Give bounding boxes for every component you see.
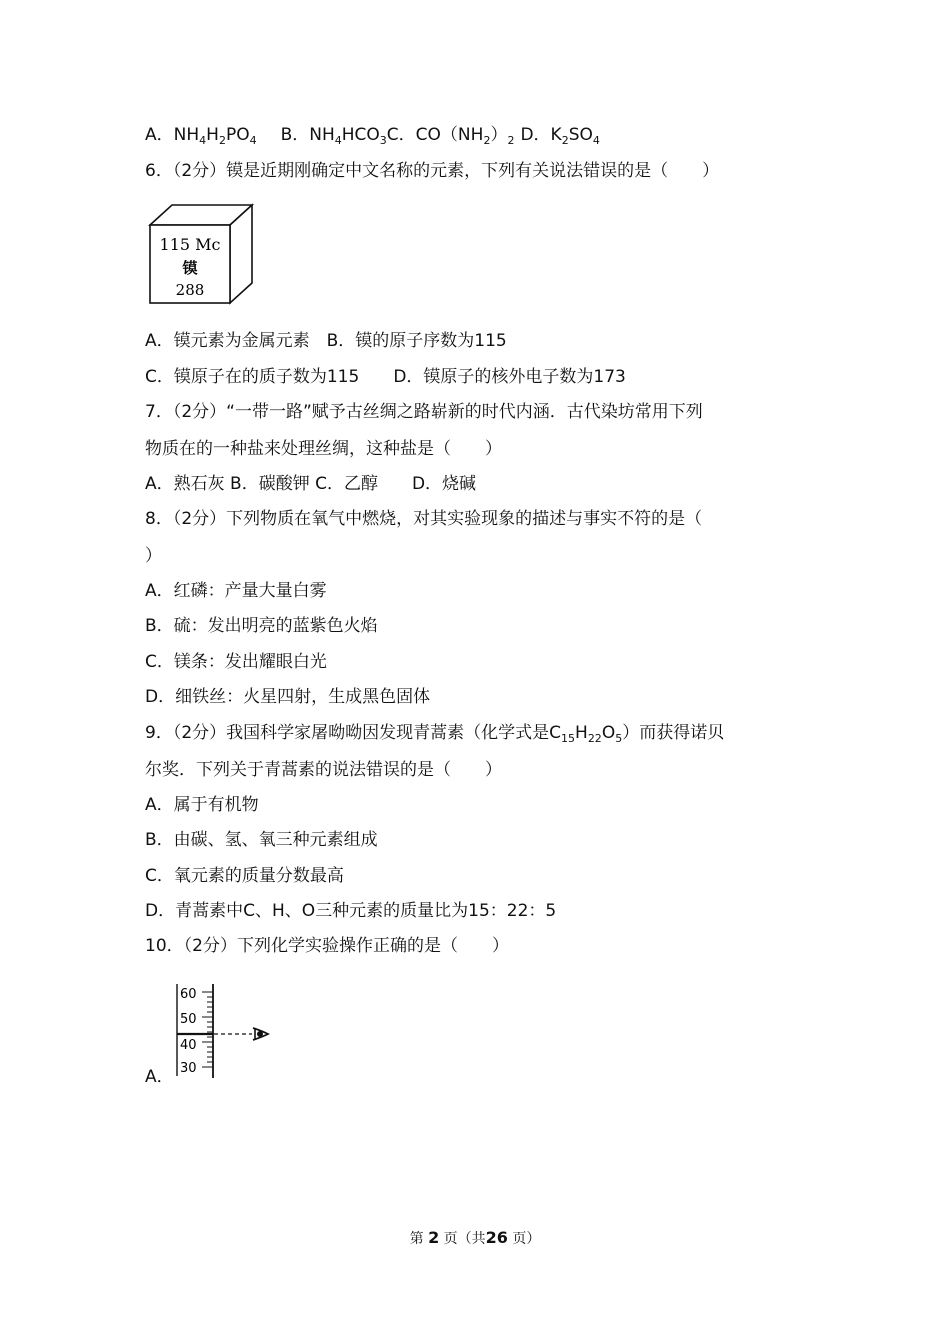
- element-number-symbol: 115 Mc: [159, 235, 221, 254]
- element-mass: 288: [175, 281, 205, 299]
- page-footer: 第 2 页（共26 页）: [409, 1228, 541, 1247]
- q9-option-b: B．由碳、氢、氧三种元素组成: [145, 830, 378, 850]
- q6-options-ab: A．镆元素为金属元素 B．镆的原子序数为115: [145, 331, 507, 351]
- q8-option-b: B．硫：发出明亮的蓝紫色火焰: [145, 616, 378, 636]
- current-page-number: 2: [428, 1228, 440, 1247]
- element-name: 镆: [182, 259, 198, 277]
- q9-stem-line1: 9．（2分）我国科学家屠呦呦因发现青蒿素（化学式是$C_{15}H_{22}O_5$）而获得诺贝: [145, 723, 725, 745]
- q9-option-c: C．氧元素的质量分数最高: [145, 866, 344, 886]
- q9-stem-line2: 尔奖．下列关于青蒿素的说法错误的是（ ）: [145, 760, 502, 780]
- q10-stem: 10．（2分）下列化学实验操作正确的是（ ）: [145, 936, 509, 956]
- q5-options: [145, 124, 600, 148]
- q6-options-cd: C．镆原子在的质子数为115 D．镆原子的核外电子数为173: [145, 367, 626, 387]
- q10-option-a-label: A．: [145, 1067, 174, 1087]
- artemisinin-formula: $C_{15}H_{22}O_5$: [549, 723, 623, 745]
- q8-option-d: D．细铁丝：火星四射，生成黑色固体: [145, 687, 431, 707]
- q7-stem-line1: 7．（2分）“一带一路”赋予古丝绸之路崭新的时代内涵．古代染坊常用下列: [145, 402, 703, 422]
- q5-option-d-label: D．: [520, 125, 551, 145]
- q8-option-c: C．镁条：发出耀眼白光: [145, 652, 327, 672]
- scale-label-30: 30: [180, 1061, 197, 1076]
- q5-option-a-label: A．: [145, 125, 174, 145]
- scale-label-60: 60: [180, 987, 197, 1002]
- q8-stem-line2: ）: [145, 546, 162, 566]
- scale-label-40: 40: [180, 1038, 197, 1053]
- q9-option-d: D．青蒿素中C、H、O三种元素的质量比为15：22：5: [145, 901, 557, 921]
- q5-option-b-label: B．: [280, 125, 310, 145]
- scale-label-50: 50: [180, 1012, 197, 1027]
- q5-option-b-formula: $NH_4HCO_3$: [309, 125, 387, 147]
- q6-stem: 6．（2分）镆是近期刚确定中文名称的元素，下列有关说法错误的是（ ）: [145, 161, 720, 181]
- q5-option-c-label: C．: [386, 125, 416, 145]
- q7-options: A．熟石灰 B．碳酸钾 C．乙醇 D．烧碱: [145, 474, 477, 494]
- q9-option-a: A．属于有机物: [145, 795, 259, 815]
- q8-stem-line1: 8．（2分）下列物质在氧气中燃烧，对其实验现象的描述与事实不符的是（: [145, 509, 703, 529]
- graduated-cylinder-figure: [176, 982, 276, 1082]
- q8-option-a: A．红磷：产量大量白雾: [145, 581, 327, 601]
- q7-stem-line2: 物质在的一种盐来处理丝绸，这种盐是（ ）: [145, 439, 502, 459]
- q5-option-a-formula: $NH_4H_2PO_4$: [173, 125, 257, 147]
- eye-icon: [253, 1028, 268, 1040]
- q5-option-c-formula: $CO(NH_2)_2$: [415, 125, 515, 147]
- element-card-figure: [148, 203, 256, 307]
- total-pages: 26: [485, 1228, 508, 1247]
- q5-option-d-formula: $K_2SO_4$: [550, 125, 600, 147]
